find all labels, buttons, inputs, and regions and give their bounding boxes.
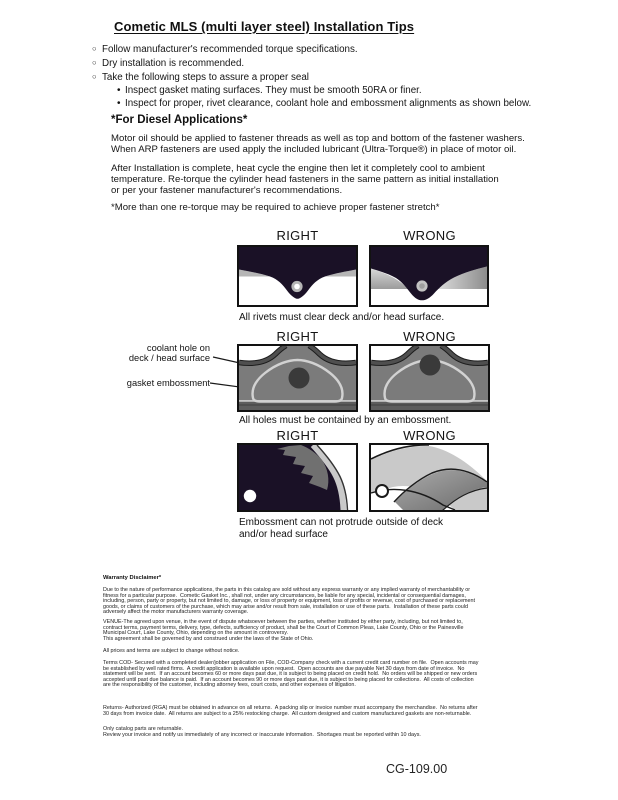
circle-bullet-icon: ○	[92, 72, 97, 81]
bolt-hole-icon	[376, 485, 388, 497]
right-label-3: RIGHT	[276, 428, 319, 443]
right-label-2: RIGHT	[276, 329, 319, 344]
diesel-paragraph-2: After Installation is complete, heat cycle the engine then let it completely cool to ambient temperature. Re-torque the cylinder head fasteners in the same pattern as initial installation or per your fastener manufacturer's recommendations.	[111, 163, 499, 196]
diagram-embossment-wrong	[369, 443, 489, 512]
wrong-label-2: WRONG	[403, 329, 456, 344]
gasket-embossment-label: gasket embossment	[126, 378, 210, 388]
dot-bullet-icon: •	[117, 98, 121, 109]
tip-text: Inspect for proper, rivet clearance, coolant hole and embossment alignments as shown below.	[125, 98, 532, 109]
diesel-paragraph-1: Motor oil should be applied to fastener threads as well as top and bottom of the fastener washers. When ARP fasteners are used apply the included lubricant (Ultra-Torque®) in place of motor oil.	[111, 133, 525, 155]
diagram-embossment-right	[237, 443, 358, 512]
legal-block-prices: All prices and terms are subject to change without notice.	[103, 648, 240, 654]
rivet-icon	[293, 282, 301, 290]
pair1-caption: All rivets must clear deck and/or head surface.	[239, 312, 445, 323]
dot-bullet-icon: •	[117, 85, 121, 96]
tips-list	[92, 42, 531, 110]
bolt-hole-icon	[244, 490, 256, 502]
page-number: CG-109.00	[386, 762, 448, 776]
wrong-label-3: WRONG	[403, 428, 456, 443]
warranty-heading: Warranty Disclaimer*	[103, 575, 162, 581]
legal-block-venue: VENUE-The agreed upon venue, in the event of dispute whatsoever between the parties, whether instituted by either party, including, but not limited to, contract terms, payment terms, delivery, type, defects, sufficiency of product, shall be the Court of Common Pleas, Lake County, Ohio or the Painesville Municipal Court, Lake County, Ohio, depending on the amount in controversy. This agreement shall be governed by and construed under the laws of the State of Ohio.	[103, 619, 464, 642]
circle-bullet-icon: ○	[92, 44, 97, 53]
coolant-hole-icon	[289, 368, 310, 389]
legal-block-returns: Returns- Authorized (RGA) must be obtained in advance on all returns. A packing slip or invoice number must accompany the merchandise. No returns after 30 days from invoice date. All returns are subject to a 25% restocking charge. All custom designed and custom manufactured gaskets are non-returnable.	[103, 705, 478, 717]
wrong-label-1: WRONG	[403, 228, 456, 243]
diagram-coolant-right	[237, 344, 358, 412]
diagram-rivet-wrong	[369, 245, 489, 307]
list-item	[92, 84, 531, 97]
circle-bullet-icon: ○	[92, 58, 97, 67]
pair3-caption: Embossment can not protrude outside of deck and/or head surface	[239, 517, 444, 540]
list-item	[92, 42, 531, 56]
rivet-icon	[418, 282, 426, 290]
pair2-caption: All holes must be contained by an embossment.	[239, 415, 452, 426]
tip-text: Dry installation is recommended.	[102, 58, 245, 69]
list-item	[92, 56, 531, 70]
list-item	[92, 97, 531, 110]
tip-text: Follow manufacturer's recommended torque specifications.	[102, 44, 358, 55]
right-label-1: RIGHT	[276, 228, 319, 243]
retorque-note: *More than one re-torque may be required to achieve proper fastener stretch*	[111, 202, 440, 213]
diagram-coolant-wrong	[369, 344, 490, 412]
legal-block-terms: Terms COD- Secured with a completed dealer/jobber application on File, COD-Company check with a current credit card number on file. Open accounts may be established by well rated firms. A credit application is available upon request. Open accounts are due payable Net 30 days from date of invoice. No statement will be sent. If an account becomes 60 or more days past due, it is subject to being placed on credit hold. No orders will be shipped or new orders accepted until past due balance is paid. If an account becomes 90 or more days past due, it is subject to being placed for collections. All costs of collection are the responsibility of the customer, including attorney fees, court costs, and other expenses of litigation.	[103, 660, 479, 689]
diagram-rivet-right	[237, 245, 358, 307]
diesel-heading: *For Diesel Applications*	[111, 114, 248, 126]
tip-text: Take the following steps to assure a proper seal	[102, 72, 309, 83]
legal-block-catalog: Only catalog parts are returnable. Review your invoice and notify us immediately of any incorrect or inaccurate information. Shortages must be reported within 10 days.	[103, 726, 421, 738]
list-item	[92, 70, 531, 84]
coolant-hole-label: coolant hole on deck / head surface	[128, 343, 210, 363]
legal-block-warranty: Due to the nature of performance applications, the parts in this catalog are sold without any express warranty or any implied warranty of merchantability or fitness for a particular purpose. Cometic Gasket Inc., shall not, under any circumstances, be liable for any special, incidental or consequential damages, including, person, party or property, but not limited to, damage, or loss of property or equipment, loss of profits or revenue, cost of purchased or replacement goods, or claims of customers of the purchase, which may arise and/or result from sale, installation or use of these parts. Installation of these parts could adversely affect the motor manufacturers warranty coverage.	[103, 587, 476, 616]
page-title: Cometic MLS (multi layer steel) Installation Tips	[114, 19, 415, 34]
coolant-hole-icon	[420, 355, 441, 376]
tip-text: Inspect gasket mating surfaces. They must be smooth 50RA or finer.	[125, 85, 422, 96]
